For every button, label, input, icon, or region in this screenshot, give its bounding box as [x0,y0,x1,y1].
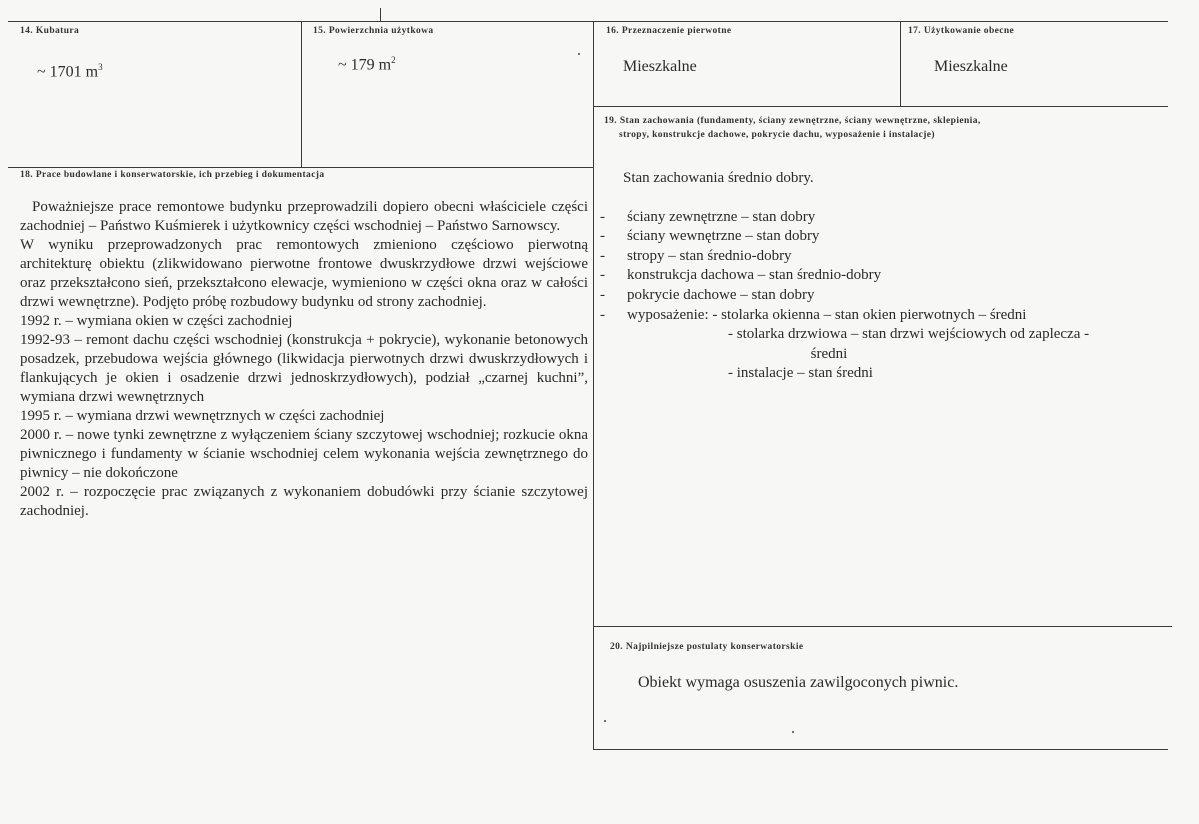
section-14-value [37,62,103,81]
list-item [600,208,1160,228]
section-16-value: Mieszkalne [623,58,697,75]
list-item [600,364,1160,384]
list-item [600,286,1160,306]
s18-paragraph-7: 2002 r. – rozpoczęcie prac związanych z wykonaniem dobudówki przy ścianie szczytowej zachodniej. [20,484,588,519]
speck [792,731,794,733]
rule-above-20 [594,626,1172,627]
speck [604,720,606,722]
section-14-label: 14. Kubatura [20,26,80,36]
list-item [600,266,1160,286]
s19-item-2: ściany wewnętrzne – stan dobry [627,228,820,245]
section-19-body [600,169,1160,384]
divider-left-right [593,22,594,750]
kubatura-unit-sup: 3 [98,62,103,72]
s18-paragraph-6: 2000 r. – nowe tynki zewnętrzne z wyłączeniem ściany szczytowej wschodniej; rozkucie okna piwnicznego i fundamenty w ścianie wschodniej celem wykonania wejścia zewnętrznego do piwnicy – nie dokończone [20,427,588,481]
divider-16-17 [900,22,901,106]
s19-item-5: pokrycie dachowe – stan dobry [627,286,815,303]
dash-marker: - [600,267,605,284]
section-16-label: 16. Przeznaczenie pierwotne [606,26,732,36]
s18-paragraph-1: Poważniejsze prace remontowe budynku przeprowadzili dopiero obecni właściciele części zachodniej – Państwo Kuśmierek i użytkownicy części wschodniej – Państwo Sarnowscy. [20,199,588,234]
list-item [600,325,1160,364]
rule-under-16-17 [594,106,1168,107]
section-18-body [20,198,588,521]
section-15-label: 15. Powierzchnia użytkowa [313,26,434,36]
section-15-value [338,55,396,74]
kubatura-value: ~ 1701 m [37,63,99,81]
s19-sub-drzwi-cont: średni [810,345,848,362]
top-tick [380,8,381,21]
section-18-label: 18. Prace budowlane i konserwatorskie, ich przebieg i dokumentacja [20,170,325,180]
section-20-label: 20. Najpilniejsze postulaty konserwatorskie [610,642,804,652]
section-17-label: 17. Użytkowanie obecne [908,26,1015,36]
s19-list [600,208,1160,384]
divider-14-15 [301,22,302,167]
dash-marker: - [600,247,605,264]
section-19-label-line1: 19. Stan zachowania (fundamenty, ściany zewnętrzne, ściany wewnętrzne, sklepienia, [604,116,981,126]
s18-paragraph-5: 1995 r. – wymiana drzwi wewnętrznych w części zachodniej [20,408,385,424]
s19-item-6: wyposażenie: - stolarka okienna – stan okien pierwotnych – średni [627,306,1027,323]
list-item [600,227,1160,247]
dash-marker: - [600,228,605,245]
rule-above-18 [8,167,593,168]
s18-paragraph-3: 1992 r. – wymiana okien w części zachodniej [20,313,293,329]
powierzchnia-unit-sup: 2 [391,55,396,65]
s18-paragraph-4: 1992-93 – remont dachu części wschodniej (konstrukcja + pokrycie), wykonanie betonowych posadzek, przebudowa wejścia głównego (likwidacja pierwotnych drzwi dwuskrzydłowych i flankujących je okien i osadzenie drzwi jednoskrzydłowych), podział „czarnej kuchni”, wymiana drzwi wewnętrznych [20,332,588,405]
list-item [600,306,1160,326]
section-19-label-line2: stropy, konstrukcje dachowe, pokrycie dachu, wyposażenie i instalacje) [619,130,935,140]
s19-sub-drzwi: - stolarka drzwiowa – stan drzwi wejściowych od zaplecza - [728,326,1090,343]
speck [578,53,580,55]
powierzchnia-value: ~ 179 m [338,56,392,74]
section-20-value: Obiekt wymaga osuszenia zawilgoconych piwnic. [638,674,959,691]
s19-sub-instalacje: - instalacje – stan średni [728,365,873,382]
rule-bottom-20 [594,749,1168,750]
dash-marker: - [600,208,605,225]
dash-marker: - [600,286,605,303]
dash-marker: - [600,306,605,323]
s19-item-4: konstrukcja dachowa – stan średnio-dobry [627,267,882,284]
s19-item-1: ściany zewnętrzne – stan dobry [627,208,816,225]
s19-item-3: stropy – stan średnio-dobry [627,247,792,264]
s18-paragraph-2: W wyniku przeprowadzonych prac remontowych zmieniono częściowo pierwotną architekturę obiektu (zlikwidowano pierwotne frontowe dwuskrzydłowe drzwi wejściowe oraz przekształcono sień, przekształcono elewacje, wymieniono w części okna oraz w całości drzwi wewnętrzne). Podjęto próbę rozbudowy budynku od strony zachodniej. [20,237,588,310]
section-17-value: Mieszkalne [934,58,1008,75]
list-item [600,247,1160,267]
top-rule [8,21,1168,22]
s19-intro: Stan zachowania średnio dobry. [623,170,814,186]
